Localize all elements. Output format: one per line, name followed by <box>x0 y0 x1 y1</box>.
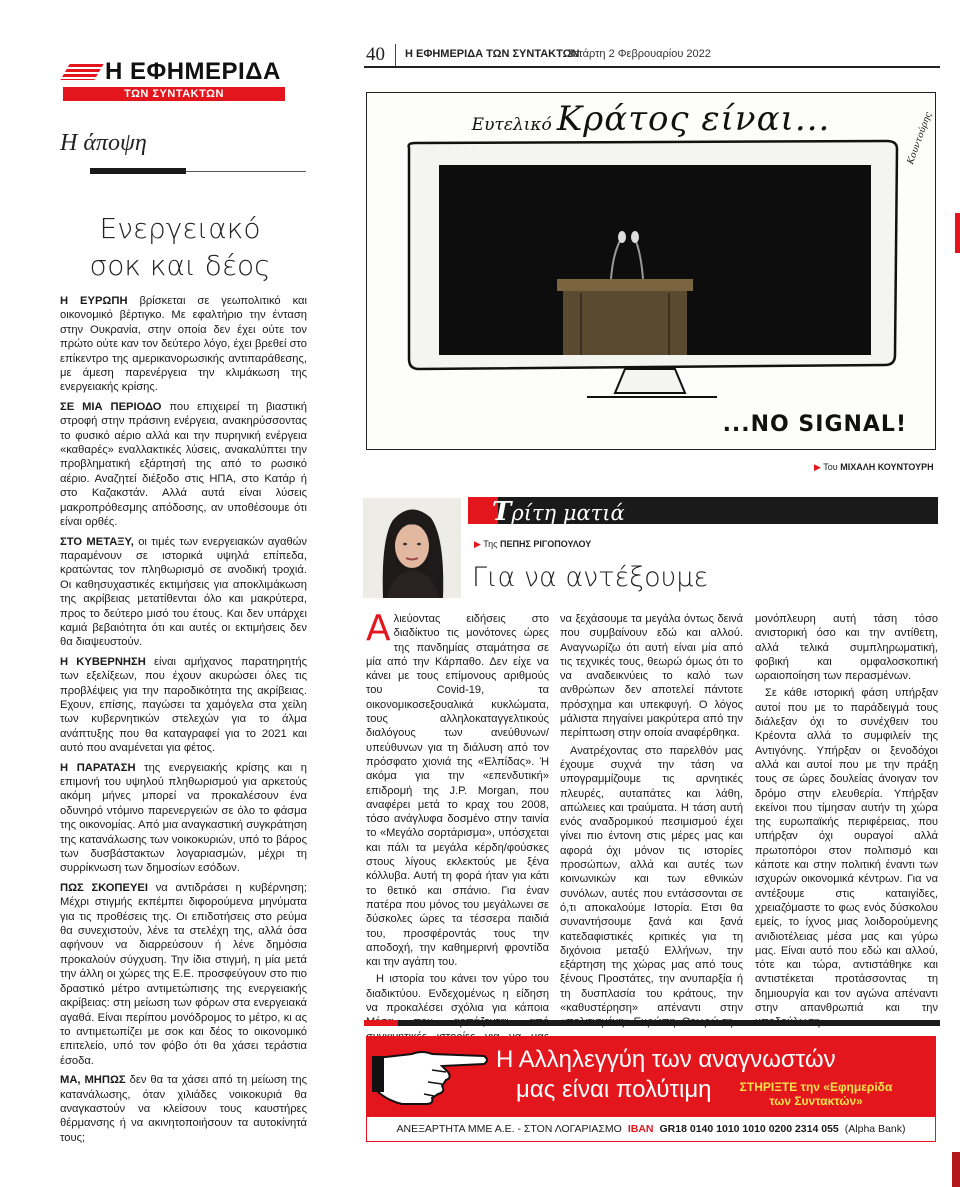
iban-label: IBAN <box>627 1123 654 1135</box>
header-newspaper: Η ΕΦΗΜΕΡΙΔΑ ΤΩΝ ΣΥΝΤΑΚΤΩΝ <box>405 48 580 60</box>
portrait-drawing <box>363 498 461 598</box>
pointing-hand-icon <box>372 1040 492 1110</box>
tv-stand <box>615 369 685 393</box>
header-date: Τετάρτη 2 Φεβρουαρίου 2022 <box>568 48 711 60</box>
opinion-title-line1: Ενεργειακό <box>99 212 261 245</box>
paragraph-text: να αντιδράσει η κυβέρνηση; Μέχρι στιγμής εκπέμπει διφορούμενα μηνύματα για τις προθέσεις της. Οι επιδοτήσεις στο ρεύμα θα συνεχιστούν, λένε τα στελέχη της, αλλά όσα αφήνουν να διαρρεύσουν ή λένε δημόσια προκαλούν σύγχυση. Την ίδια στιγμή, η μία μετά την άλλη οι χώρες της Ε.Ε. προσφεύγουν στο πιο δραστικό μέτρο αντιμετώπισης της ενεργειακής ακρίβειας: στη μείωση των φόρων στα ενεργειακά αγαθά. Είναι περίπου μονόδρομος το μέτρο, κι ας το αντιμετωπίζει με σοκ και δέος το οικονομικό επιτελείο, υπό τον φόβο ότι θα χάσει τεράστια έσοδα. <box>60 881 307 1067</box>
paragraph-lead: Η ΚΥΒΕΡΝΗΣΗ <box>60 655 146 668</box>
article-paragraph: Ανατρέχοντας στο παρελθόν μας έχουμε συχνά την τάση να υπογραμμίζουμε τις αρνητικές πλευρές, αυταπάτες και λάθη, απώλειες και τραύματα. Η τάση αυτή ενός αναδρομικού πεσιμισμού έχει γίνει πιο έντονη στις μέρες μας και αφορά όχι μόνον τις ιστορίες προσώπων, αλλά και αυτές των κοινωνικών και των εθνικών συνόλων, αυτές που εντάσσονται σε ό,τι αποκαλούμε Ιστορία. Ετσι θα συναντήσουμε ξανά και ξανά κατεδαφιστικές κριτικές για τη διχόνοια μεταξύ Ελλήνων, την εξάρτηση της χώρας μας από τους ξένους Προστάτες, την ανυπαρξία ή τη δυσπλασία του κράτους, την «καθυστέρηση» απέναντι στην <box>560 744 743 1015</box>
opinion-paragraph <box>60 535 307 650</box>
article-paragraph <box>366 608 549 969</box>
article-paragraph: Σε κάθε ιστορική φάση υπήρξαν αυτοί που με το παράδειγμά τους διάλεξαν όχι το συνέχθειν του Κρέοντα αλλά το συμφιλείν της Αντιγόνης. Υπήρξαν οι ξενοδόχοι αλλά και αυτοί που με την πράξη τους σε ώρες δουλείας άνοιγαν τον δρόμο στην ελευθερία. Υπήρξαν εκείνοι που τίμησαν αυτήν τη χώρα της ευρωπαϊκής περιφέρειας, που υπήρξαν όχι ουραγοί αλλά πρωτοπόροι στον πολιτισμό και κάποτε και στην πολιτική έναντι των ισχυρών οικονομικά κέντρων. Για να αντέξουμε στις καταιγίδες, χρειαζόμαστε το φως ενός δύσκολου εμείς, το ίχνος μιας λοιδορούμενης ανιδιοτέλειας μέσα μας και γύρω μας. Είναι αυτό που εδώ και αλλού, τότε και τώρα, αντιστάθηκε και αντιστέκεται προτάσσοντας τη δημιουργία και τον αγώνα απέναντι στην απανθρωπιά και την <box>755 687 938 1015</box>
ad-footer-prefix: ΑΝΕΞΑΡΤΗΤΑ ΜΜΕ Α.Ε. - ΣΤΟΝ ΛΟΓΑΡΙΑΣΜΟ <box>396 1123 622 1135</box>
article-paragraph: να ξεχάσουμε τα μεγάλα όντως δεινά που συμβαίνουν εδώ και αλλού. Αναγνωρίζω ότι αυτή είναι μία από τις τεχνικές τους, θεωρώ όμως ότι το να αναδεικνύεις το καλό των ανθρώπων δεν αποτελεί πάντοτε πρόσχημα και υπεκφυγή. Ο λόγος μάλιστα πηγαίνει μακρύτερα από την περίπτωση στην οποία αναφέρθηκα. <box>560 613 743 740</box>
bottom-rule <box>364 1020 940 1026</box>
opinion-paragraph <box>60 400 307 530</box>
masthead-logo <box>65 58 315 101</box>
page-edge-mark <box>952 1152 960 1187</box>
paragraph-text: που επιχειρεί τη βιαστική στροφή στην πράσινη ενέργεια, ανακηρύσσοντας το φυσικό αέριο αλλά και την πυρηνική ενέργεια «καθαρές» εναλλακτικές λύσεις, ανακαλύπτει την προβληματική εξάρτησή της από το ρωσικό αέριο. Αναζητεί διέξοδο στις ΗΠΑ, στο Κατάρ ή στο Καζακστάν. Αλλά αυτά είναι λύσεις μακροπρόθεσμης απόδοσης, αν υποθέσουμε ότι είναι ορθές. <box>60 400 307 529</box>
opinion-paragraph <box>60 881 307 1068</box>
masthead-subtitle: ΤΩΝ ΣΥΝΤΑΚΤΩΝ <box>63 87 285 101</box>
bottom-rule-accent <box>364 1020 398 1026</box>
byline-prefix: Της <box>483 539 498 549</box>
microphone-head <box>618 231 626 243</box>
article-column-2 <box>560 612 743 1033</box>
cartoon-caption-big: Κράτος είναι... <box>556 99 831 139</box>
article-column-3 <box>755 612 938 1033</box>
paragraph-lead: Η ΕΥΡΩΠΗ <box>60 295 128 307</box>
podium-top <box>557 279 693 291</box>
header-divider <box>395 44 396 66</box>
opinion-body <box>60 294 307 1150</box>
paragraph-lead: ΠΩΣ ΣΚΟΠΕΥΕΙ <box>60 881 149 894</box>
ad-headline: Η Αλληλεγγύη των αναγνωστών <box>496 1046 836 1073</box>
cartoon <box>366 92 936 450</box>
paragraph-text: οι τιμές των ενεργειακών αγαθών παραμένουν σε ιστορικά υψηλά επίπεδα, κρατώντας τον πληθωρισμό σε ανοδική τροχιά. Οι καθησυχαστικές εκτιμήσεις για αποκλιμάκωση της ακρίβειας μετατίθενται όλο και μακρύτερα, προς το δεύτερο μισό του έτους. Και δεν υπάρχει καμιά βεβαιότητα ότι και αυτές οι εκτιμήσεις δεν θα διαψευστούν. <box>60 535 308 649</box>
section-label: Η άποψη <box>60 130 147 156</box>
opinion-paragraph <box>60 1073 307 1145</box>
byline <box>474 539 591 550</box>
solidarity-ad[interactable] <box>366 1036 936 1142</box>
opinion-title <box>60 210 300 284</box>
opinion-paragraph <box>60 655 307 756</box>
byline-name: ΠΕΠΗΣ ΡΙΓΟΠΟΥΛΟΥ <box>499 539 592 549</box>
article-column-1 <box>366 608 549 1061</box>
paragraph-text: βρίσκεται σε γεωπολιτικό και οικονομικό βέρτιγκο. Με εφαλτήριο την ένταση στην Ουκρανία, στην οποία δεν έχει ούτε τον πρώτο ούτε καν τον δεύτερο λόγο, έχει βρεθεί στο επίκεντρο της αμερικανορωσικής αντιπαράθεσης, με άμεση παρενέργεια την κλιμάκωση της ενεργειακής κρίσης. <box>60 295 308 394</box>
ad-footer <box>366 1116 936 1142</box>
credit-name: ΜΙΧΑΛΗ ΚΟΥΝΤΟΥΡΗ <box>840 462 934 472</box>
header-rule <box>364 66 940 68</box>
cartoon-credit <box>814 462 934 473</box>
logo-stripes-icon <box>60 64 103 80</box>
microphone-head <box>631 231 639 243</box>
triangle-icon: ▶ <box>814 462 821 472</box>
cartoon-drawing <box>367 93 936 450</box>
article-title: Για να αντέξουμε <box>472 562 709 593</box>
opinion-paragraph <box>60 761 307 876</box>
ad-call-to-action[interactable] <box>731 1080 901 1108</box>
paragraph-text: είναι αμήχανος παρατηρητής των εξελίξεων, που έχουν ακυρώσει όλες τις προβλέψεις για την παροδικότητα της ακρίβειας. Εχουν, επίσης, παγώσει τα χαμόγελα στα χείλη των κυβερνητικών στελεχών για το άλμα ανάπτυξης που θα καταγραφεί για το 2021 και αυτό που αναμένεται για φέτος. <box>60 655 307 755</box>
drop-cap: Α <box>366 608 391 649</box>
column-label <box>492 497 625 527</box>
masthead-title: Η ΕΦΗΜΕΡΙΔΑ <box>105 58 281 85</box>
author-portrait <box>363 498 461 598</box>
article-paragraph: μονόπλευρη αυτή τάση τόσο ανιστορική όσο και την αντίθετη, αλλά τελικά συμπληρωματική, φοβική και ομφαλοσκοπική ωραιοποίηση των περασμένων. <box>755 613 938 683</box>
page-number: 40 <box>366 44 385 65</box>
eye <box>417 543 421 546</box>
cartoon-caption-small: Ευτελικό <box>471 115 552 135</box>
opinion-paragraph <box>60 294 307 395</box>
ad-cta-line1: ΣΤΗΡΙΞΤΕ την «Εφημερίδα <box>739 1080 893 1094</box>
eye <box>403 543 407 546</box>
ad-cta-line2: των Συντακτών» <box>769 1094 863 1108</box>
column-label-bar <box>468 497 938 527</box>
opinion-column <box>35 38 325 1144</box>
paragraph-text: δεν θα τα χάσει από τη μείωση της κατανάλωσης, όταν χιλιάδες νοικοκυριά θα αναγκαστούν να κλείσουν τους καυστήρες θέρμανσης ή να ακινητοποιήσουν τα αυτοκίνητά τους; <box>60 1074 308 1144</box>
page-edge-mark <box>955 213 960 253</box>
section-rule <box>90 168 186 174</box>
iban-number: GR18 0140 1010 1010 0200 2314 055 <box>659 1123 839 1135</box>
cartoon-caption-bottom: ...NO SIGNAL! <box>722 412 907 437</box>
section-rule-thin <box>186 171 306 172</box>
opinion-title-line2: σοκ και δέος <box>89 249 271 282</box>
paragraph-lead: Η ΠΑΡΑΤΑΣΗ <box>60 761 136 774</box>
triangle-icon: ▶ <box>474 539 481 549</box>
paragraph-text: λιεύοντας ειδήσεις στο διαδίκτυο τις μονότονες ώρες της πανδημίας σταμάτησα σε μία από την Κάρπαθο. Δεν είχε να κάνει με τους επίμονους αριθμούς του Covid-19, τα οικονομικοσεξουαλικά κυκλώματα, τους αλληλοκαταγγελτικούς διαλόγους των ανεύθυνων/υπεύθυνων για τη διάλυση από τον πρόσφατο χιονιά της «Ελπίδας». Ή ακόμα για την «επενδυτική» επιδρομή της J.P. Morgan, που αναφέρει μετά το κραχ του 2008, τόσο ανάγλυφα δοσμένο στην ταινία το «Μεγάλο σορτάρισμα», υπόσχεται και πάλι τα μεγάλα κέρδη/φούσκες στους λίγους εκλεκτούς με ξένα κόλλυβα. Αυτή τη φορά ήταν για κάτι το θετικό και σπάνιο. Για έναν πατέρα που μόνος του μεγάλωνει σε δύσκολες ώρες τα τέσσερα παιδιά του, προσφέροντάς τους την αποδοχή, την καθημερινή φροντίδα και την αγάπη του. <box>366 613 549 969</box>
bank-name: (Alpha Bank) <box>844 1123 906 1135</box>
column-label-rest: ρίτη ματιά <box>511 501 625 525</box>
paragraph-lead: ΣΤΟ ΜΕΤΑΞΥ, <box>60 535 134 548</box>
ad-subheadline: μας είναι πολύτιμη <box>516 1076 712 1103</box>
cartoon-signature: Κουντούρης <box>906 111 935 166</box>
credit-prefix: Του <box>823 462 838 472</box>
paragraph-lead: ΜΑ, ΜΗΠΩΣ <box>60 1074 126 1087</box>
cartoon-caption-top <box>367 99 935 139</box>
article-paragraph: Η ιστορία του κάνει τον γύρο του διαδικτύου. Ενδεχομένως η είδηση να προκαλέσει σχόλια για κάποια <box>366 973 549 1015</box>
column-label-first: Τ <box>492 497 512 527</box>
paragraph-lead: ΣΕ ΜΙΑ ΠΕΡΙΟΔΟ <box>60 400 162 413</box>
paragraph-text: της ενεργειακής κρίσης και η επιμονή του υψηλού πληθωρισμού για αρκετούς ακόμη μήνες μπορεί να προκαλέσουν ένα οδυνηρό ντόμινο παρενεργειών σε όλο το φάσμα της οικονομίας. Από μια αναγκαστική συγκράτηση της κατανάλωσης των νοικοκυριών, υπό το βάρος των δυσβάστακτων λογαριασμών, μέχρι τη συρρίκνωση των δημοσίων εσόδων. <box>60 761 307 875</box>
face <box>395 524 429 568</box>
